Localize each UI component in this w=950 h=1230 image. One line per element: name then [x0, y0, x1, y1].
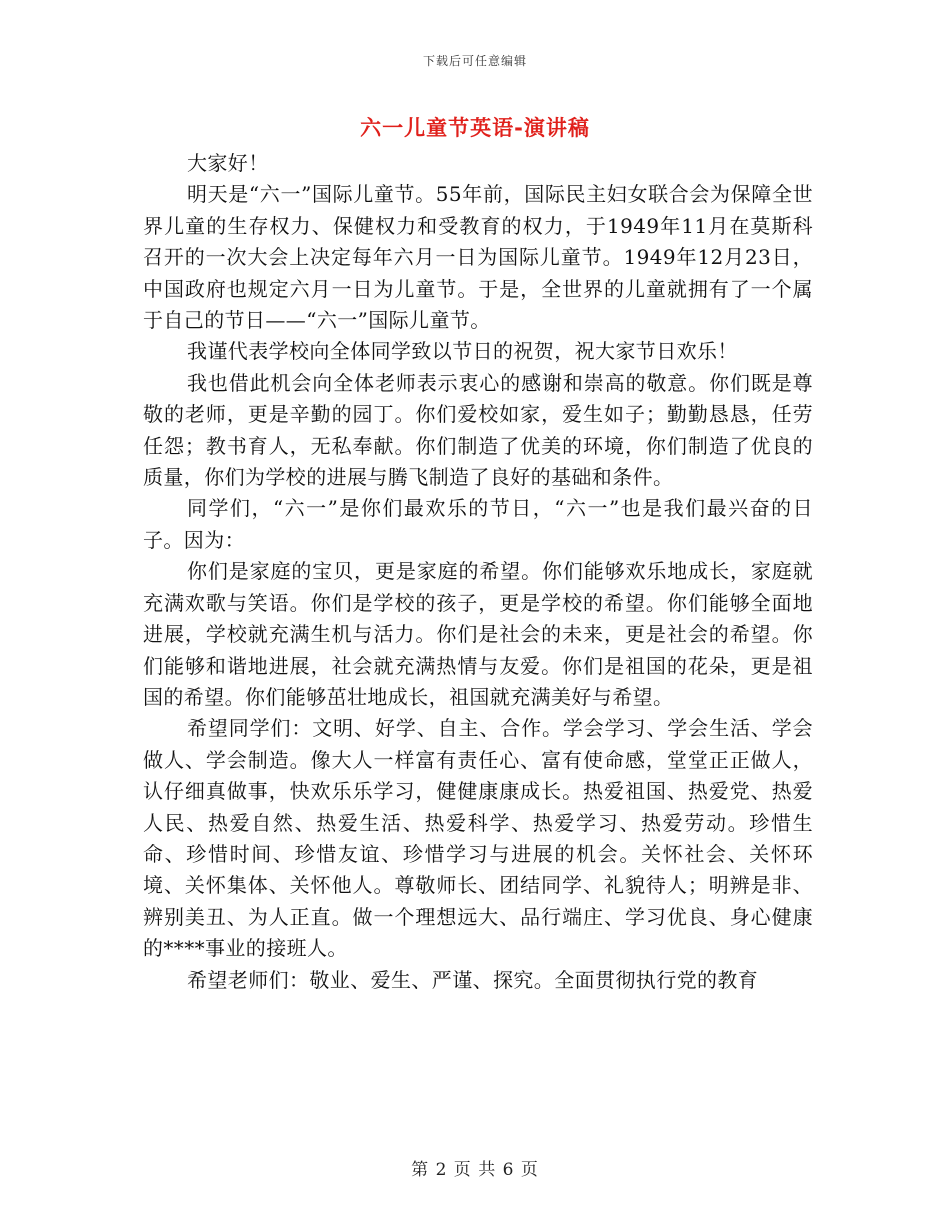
page-header: 下载后可任意编辑 [422, 54, 527, 68]
paragraph-history: 明天是“六一”国际儿童节。55年前，国际民主妇女联合会为保障全世界儿童的生存权力、保健权力和受教育的权力，于1949年11月在莫斯科召开的一次大会上决定每年六月一日为国际儿童节。1949年12月23日，中国政府也规定六月一日为儿童节。于是，全世界的儿童就拥有了一个属于自己的节日——“六一”国际儿童节。 [143, 182, 813, 333]
paragraph-greeting: 大家好！ [187, 151, 269, 175]
paragraph-teacher-wishes: 希望老师们：敬业、爱生、严谨、探究。全面贯彻执行党的教育 [187, 967, 759, 992]
paragraph-congratulations: 我谨代表学校向全体同学致以节日的祝贺，祝大家节日欢乐！ [187, 339, 738, 364]
document-title: 六一儿童节英语-演讲稿 [360, 116, 590, 140]
paragraph-students-intro: 同学们，“六一”是你们最欢乐的节日，“六一”也是我们最兴奋的日子。因为： [143, 496, 813, 552]
page-footer: 第 2 页 共 6 页 [411, 1160, 539, 1180]
document-body [143, 148, 813, 996]
paragraph-hopes: 你们是家庭的宝贝，更是家庭的希望。你们能够欢乐地成长，家庭就充满欢歌与笑语。你们是学校的孩子，更是学校的希望。你们能够全面地进展，学校就充满生机与活力。你们是社会的未来，更是社会的希望。你们能够和谐地进展，社会就充满热情与友爱。你们是祖国的花朵，更是祖国的希望。你们能够茁壮地成长，祖国就充满美好与希望。 [143, 559, 813, 709]
paragraph-student-wishes: 希望同学们：文明、好学、自主、合作。学会学习、学会生活、学会做人、学会制造。像大人一样富有责任心、富有使命感，堂堂正正做人，认仔细真做事，快欢乐乐学习，健健康康成长。热爱祖国、热爱党、热爱人民、热爱自然、热爱生活、热爱科学、热爱学习、热爱劳动。珍惜生命、珍惜时间、珍惜友谊、珍惜学习与进展的机会。关怀社会、关怀环境、关怀集体、关怀他人。尊敬师长、团结同学、礼貌待人；明辨是非、辨别美丑、为人正直。做一个理想远大、品行端庄、学习优良、身心健康的****事业的接班人。 [143, 716, 813, 961]
paragraph-teachers-thanks: 我也借此机会向全体老师表示衷心的感谢和崇高的敬意。你们既是尊敬的老师，更是辛勤的园丁。你们爱校如家，爱生如子；勤勤恳恳，任劳任怨；教书育人，无私奉献。你们制造了优美的环境，你们制造了优良的质量，你们为学校的进展与腾飞制造了良好的基础和条件。 [143, 370, 813, 490]
